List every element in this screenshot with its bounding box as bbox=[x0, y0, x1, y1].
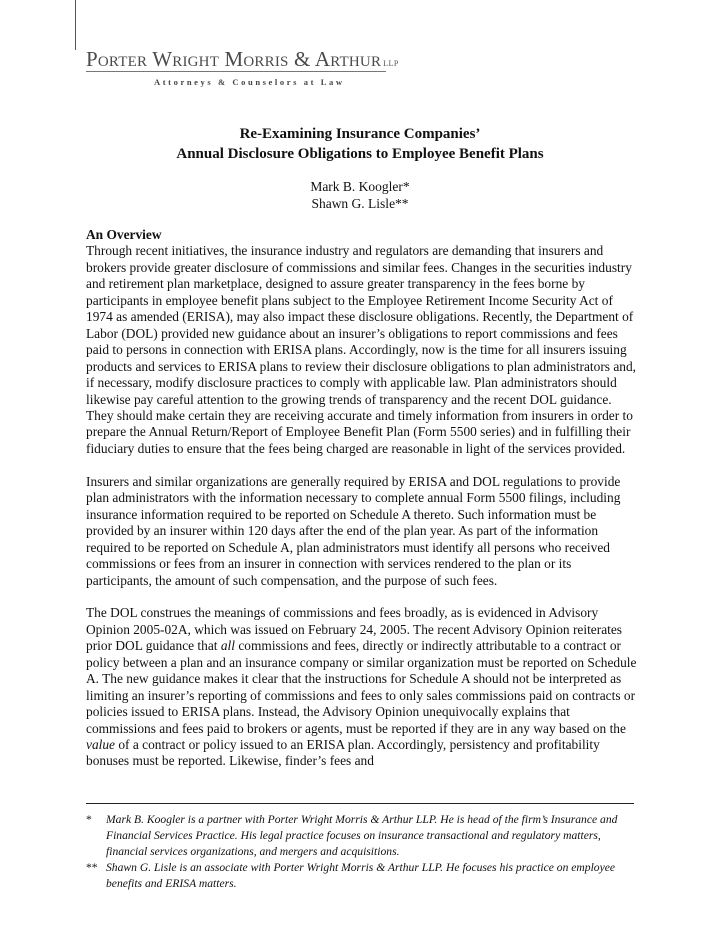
footnote-2 bbox=[86, 860, 638, 892]
footnote-2-mark: ** bbox=[86, 861, 98, 874]
paragraph-2: Insurers and similar organizations are generally required by ERISA and DOL regulations to provide plan administrators with the information necessary to complete annual Form 5500 filings, including insurance information required to be reported on Schedule A thereto. Such information must be provided by an insurer within 120 days after the end of the plan year. As part of the information required to be reported on Schedule A, plan administrators must identify all persons who received commissions or fees from an insurer in connection with services rendered to the plan or its participants, the amount of such compensation, and the purpose of such fees. bbox=[86, 473, 621, 588]
paragraph-3-text-a: The DOL construes the meanings of commissions and fees broadly, as is evidenced in Advisory Opinion 2005-02A, which was issued on February 24, 2005. The recent Advisory Opinion reiterates prior DOL guidance that bbox=[86, 605, 623, 654]
margin-rule bbox=[75, 0, 76, 50]
footnotes bbox=[86, 812, 638, 892]
paragraph-1 bbox=[86, 227, 638, 457]
footnote-1-mark: * bbox=[86, 813, 92, 826]
letterhead-rule bbox=[86, 71, 386, 72]
footnote-1-text: Mark B. Koogler is a partner with Porter Wright Morris & Arthur LLP. He is head of the firm’s Insurance and Financial Services Practice. His legal practice focuses on insurance transactional and regulatory matters, financial services organizations, and mergers and acquisitions. bbox=[106, 813, 618, 858]
footnote-separator bbox=[86, 803, 634, 804]
paragraph-3-text-c: of a contract or policy issued to an ERISA plan. Accordingly, persistency and profitability bonuses must be reported. Likewise, finder’s fees and bbox=[86, 737, 600, 769]
emphasis-all: all bbox=[220, 638, 235, 654]
firm-tagline: Attorneys & Counselors at Law bbox=[154, 77, 345, 87]
body-text bbox=[86, 227, 638, 786]
paragraph-3-text-b: commissions and fees, directly or indirectly attributable to a contract or policy between a plan and an insurance company or similar organization must be reported on Schedule A. The new guidance makes it clear that the instructions for Schedule A should not be interpreted as limiting an insurer’s reporting of commissions and fees to only sales commissions paid on contracts or policies issued to ERISA plans. Instead, the Advisory Opinion unequivocally explains that commissions and fees paid to brokers or agents, must be reported if they are in any way based on the bbox=[86, 638, 637, 736]
firm-llp: LLP bbox=[383, 59, 399, 68]
paragraph-3 bbox=[86, 605, 638, 770]
firm-name: Porter Wright Morris & Arthur bbox=[86, 47, 382, 71]
title-line-2: Annual Disclosure Obligations to Employee Benefit Plans bbox=[176, 146, 544, 162]
author-2: Shawn G. Lisle** bbox=[311, 196, 409, 211]
footnote-1 bbox=[86, 812, 638, 860]
document-title bbox=[0, 124, 720, 164]
section-heading: An Overview bbox=[86, 227, 162, 242]
paragraph-1-text: Through recent initiatives, the insurance industry and regulators are demanding that insurers and brokers provide greater disclosure of commissions and similar fees. Changes in the securities industry and retirement plan marketplace, designed to assure greater transparency in the fees borne by participants in employee benefit plans subject to the Employee Retirement Income Security Act of 1974 as amended (ERISA), may also impact these disclosure obligations. Recently, the Department of Labor (DOL) provided new guidance about an insurer’s obligations to report commissions and fees paid to persons in connection with ERISA plans. Accordingly, now is the time for all insurers issuing products and services to ERISA plans to review their disclosure obligations to plan administrators and, if necessary, modify disclosure practices to comply with applicable law. Plan administrators should likewise pay careful attention to the growing trends of transparency and the recent DOL guidance. They should make certain they are receiving accurate and timely information from insurers in order to prepare the Annual Return/Report of Employee Benefit Plan (Form 5500 series) and in fulfilling their fiduciary duties to ensure that the fees being charged are reasonable in light of the services provided. bbox=[86, 243, 637, 456]
firm-letterhead bbox=[86, 48, 466, 87]
author-list bbox=[0, 178, 720, 212]
footnote-2-text: Shawn G. Lisle is an associate with Porter Wright Morris & Arthur LLP. He focuses his practice on employee benefits and ERISA matters. bbox=[106, 861, 616, 890]
title-line-1: Re-Examining Insurance Companies’ bbox=[239, 126, 481, 142]
author-1: Mark B. Koogler* bbox=[310, 179, 410, 194]
emphasis-value: value bbox=[86, 737, 115, 753]
